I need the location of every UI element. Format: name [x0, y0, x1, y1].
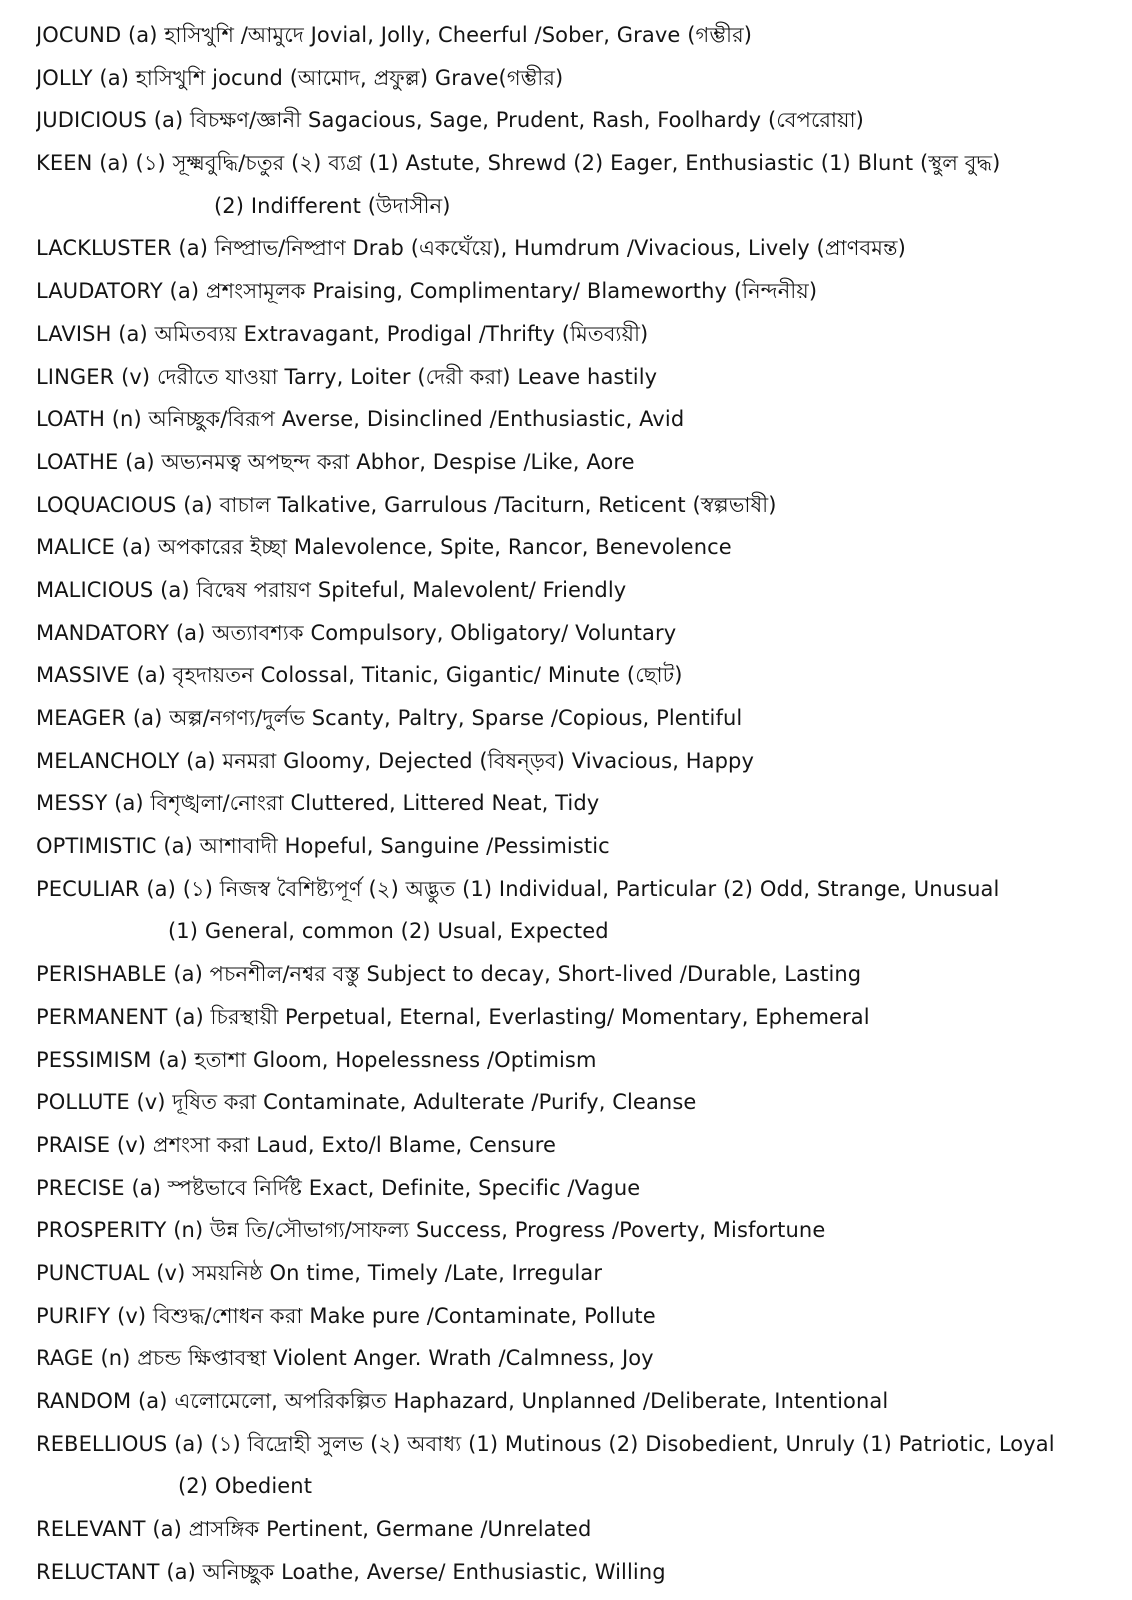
list-item: POLLUTE (v) দূষিত করা Contaminate, Adulterate /Purify, Cleanse	[36, 1090, 697, 1115]
list-item: LAUDATORY (a) প্রশংসামূলক Praising, Complimentary/ Blameworthy (নিন্দনীয়)	[36, 279, 818, 304]
list-item: MANDATORY (a) অত্যাবশ্যক Compulsory, Obligatory/ Voluntary	[36, 620, 677, 645]
list-item: LINGER (v) দেরীতে যাওয়া Tarry, Loiter (দেরী করা) Leave hastily	[36, 364, 658, 389]
list-item: MALICIOUS (a) বিদ্বেষ পরায়ণ Spiteful, Malevolent/ Friendly	[36, 577, 627, 602]
list-item: JUDICIOUS (a) বিচক্ষণ/জ্ঞানী Sagacious, Sage, Prudent, Rash, Foolhardy (বেপরোয়া)	[36, 108, 864, 133]
list-item: RELEVANT (a) প্রাসঙ্গিক Pertinent, Germane /Unrelated	[36, 1517, 592, 1542]
list-item: PUNCTUAL (v) সময়নিষ্ঠ On time, Timely /Late, Irregular	[36, 1260, 603, 1285]
list-item: OPTIMISTIC (a) আশাবাদী Hopeful, Sanguine /Pessimistic	[36, 834, 610, 859]
list-item: LOQUACIOUS (a) বাচাল Talkative, Garrulous /Taciturn, Reticent (স্বল্পভাষী)	[36, 492, 777, 517]
list-item: RELUCTANT (a) অনিচ্ছুক Loathe, Averse/ Enthusiastic, Willing	[36, 1559, 666, 1584]
list-item: PROSPERITY (n) উন্ন তি/সৌভাগ্য/সাফল্য Success, Progress /Poverty, Misfortune	[36, 1218, 826, 1243]
word-list	[36, 14, 1116, 1593]
list-item: MESSY (a) বিশৃঙ্খলা/নোংরা Cluttered, Littered Neat, Tidy	[36, 791, 600, 816]
list-item: RANDOM (a) এলোমেলো, অপরিকল্পিত Haphazard, Unplanned /Deliberate, Intentional	[36, 1389, 889, 1413]
list-item: RAGE (n) প্রচন্ড ক্ষিপ্তাবস্থা Violent Anger. Wrath /Calmness, Joy	[36, 1346, 654, 1371]
list-item: LAVISH (a) অমিতব্যয় Extravagant, Prodigal /Thrifty (মিতব্যয়ী)	[36, 321, 649, 346]
list-item: LOATHE (a) অভ্যনমত্ব অপছন্দ করা Abhor, Despise /Like, Aore	[36, 449, 635, 474]
list-item: MALICE (a) অপকারের ইচ্ছা Malevolence, Spite, Rancor, Benevolence	[36, 535, 732, 560]
list-item-continuation: (1) General, common (2) Usual, Expected	[168, 919, 609, 944]
list-item: PECULIAR (a) (১) নিজস্ব বৈশিষ্ট্যপূর্ণ (২) অদ্ভুত (1) Individual, Particular (2) Odd, Strange, Unusual	[36, 876, 1000, 901]
list-item: PRAISE (v) প্রশংসা করা Laud, Exto/l Blame, Censure	[36, 1132, 557, 1157]
list-item: PRECISE (a) স্পষ্টভাবে নির্দিষ্ট Exact, Definite, Specific /Vague	[36, 1175, 641, 1200]
list-item: REBELLIOUS (a) (১) বিদ্রোহী সুলভ (২) অবাধ্য (1) Mutinous (2) Disobedient, Unruly (1) Patriotic, Loyal	[36, 1431, 1055, 1456]
list-item: MEAGER (a) অল্প/নগণ্য/দুর্লভ Scanty, Paltry, Sparse /Copious, Plentiful	[36, 706, 743, 730]
list-item: PERISHABLE (a) পচনশীল/নশ্বর বস্তু Subject to decay, Short-lived /Durable, Lasting	[36, 962, 862, 987]
list-item: PURIFY (v) বিশুদ্ধ/শোধন করা Make pure /Contaminate, Pollute	[36, 1303, 656, 1328]
list-item: PERMANENT (a) চিরস্থায়ী Perpetual, Eternal, Everlasting/ Momentary, Ephemeral	[36, 1004, 870, 1029]
list-item: MASSIVE (a) বৃহদায়তন Colossal, Titanic, Gigantic/ Minute (ছোট)	[36, 663, 683, 688]
list-item: PESSIMISM (a) হতাশা Gloom, Hopelessness /Optimism	[36, 1047, 597, 1072]
list-item: JOLLY (a) হাসিখুশি jocund (আমোদ, প্রফুল্ল) Grave(গম্ভীর)	[36, 65, 564, 90]
list-item: LACKLUSTER (a) নিষ্প্রাভ/নিষ্প্রাণ Drab (একঘেঁয়ে), Humdrum /Vivacious, Lively (প্রাণবমন্ত)	[36, 236, 906, 261]
list-item-continuation: (2) Obedient	[178, 1474, 313, 1499]
list-item: KEEN (a) (১) সূক্ষ্মবুদ্ধি/চতুর (২) ব্যগ্র (1) Astute, Shrewd (2) Eager, Enthusiastic (1) Blunt (স্থুল বুদ্ধ)	[36, 151, 1001, 176]
list-item: LOATH (n) অনিচ্ছুক/বিরূপ Averse, Disinclined /Enthusiastic, Avid	[36, 407, 685, 432]
list-item: JOCUND (a) হাসিখুশি /আমুদে Jovial, Jolly, Cheerful /Sober, Grave (গম্ভীর)	[36, 23, 753, 47]
list-item: MELANCHOLY (a) মনমরা Gloomy, Dejected (বিষন্ড়ব) Vivacious, Happy	[36, 748, 754, 773]
list-item-continuation: (2) Indifferent (উদাসীন)	[214, 193, 451, 218]
